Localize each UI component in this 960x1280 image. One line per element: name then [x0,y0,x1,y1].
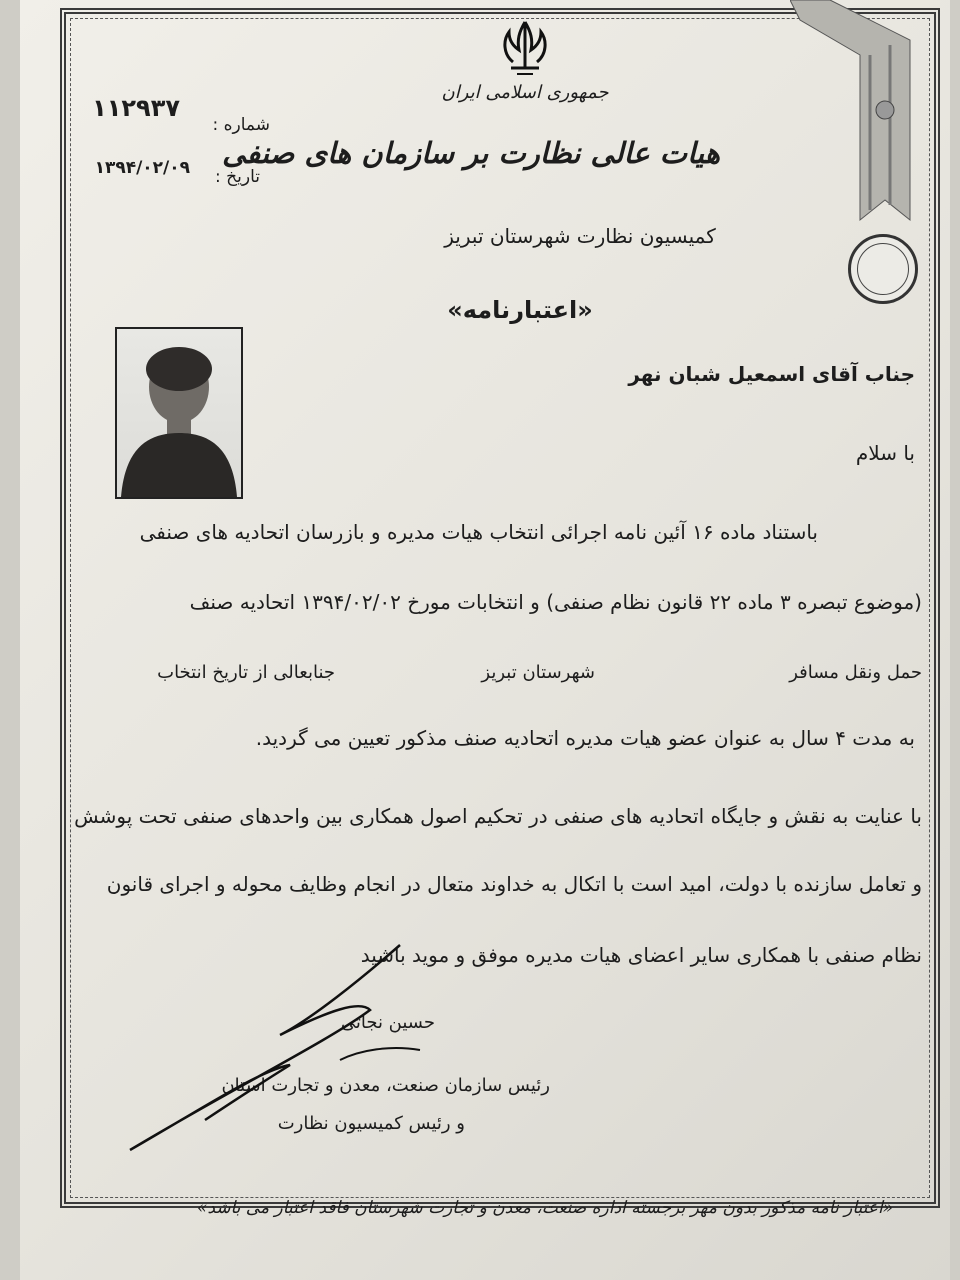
body-line-3-guild: حمل ونقل مسافر [789,662,922,683]
signer-name: حسین نجاتی [340,1012,435,1033]
signer-title-1: رئیس سازمان صنعت، معدن و تجارت استان [221,1075,550,1096]
board-title: هیات عالی نظارت بر سازمان های صنفی [222,136,720,170]
ribbon-icon [790,0,920,240]
portrait-photo [115,327,243,499]
body-line-4: به مدت ۴ سال به عنوان عضو هیات مدیره اتحادیه صنف مذکور تعیین می گردید. [255,726,915,750]
signer-title-2: و رئیس کمیسیون نظارت [277,1113,465,1134]
embossed-seal-icon [848,234,918,304]
number-value: ۱۱۲۹۳۷ [92,94,180,122]
date-value: ۱۳۹۴/۰۲/۰۹ [94,158,190,178]
portrait-silhouette-icon [117,329,241,497]
body-line-5: با عنایت به نقش و جایگاه اتحادیه های صنفی در تحکیم اصول همکاری بین واحدهای صنفی تحت پوشش [74,804,922,828]
body-line-7: نظام صنفی با همکاری سایر اعضای هیات مدیره موفق و موید باشید [360,943,922,967]
date-label: تاریخ : [215,167,260,187]
number-label: شماره : [212,115,270,135]
greeting-line: با سلام [855,441,915,465]
recipient-line: جناب آقای اسمعیل شبان نهر [628,362,915,386]
body-line-3-city: شهرستان تبریز [481,662,595,683]
body-line-3-end: جنابعالی از تاریخ انتخاب [157,662,335,683]
handwritten-signature-icon [110,940,450,1160]
body-line-2: (موضوع تبصره ۳ ماده ۲۲ قانون نظام صنفی) و انتخابات مورخ ۱۳۹۴/۰۲/۰۲ اتحادیه صنف [189,590,922,614]
credential-title: «اعتبارنامه» [447,296,593,324]
republic-title: جمهوری اسلامی ایران [441,82,609,103]
body-line-1: باستناد ماده ۱۶ آئین نامه اجرائی انتخاب هیات مدیره و بازرسان اتحادیه های صنفی [139,520,818,544]
body-line-6: و تعامل سازنده با دولت، امید است با اتکال به خداوند متعال در انجام وظایف محوله و اجرای قانون [106,872,922,896]
footer-note: «اعتبار نامه مذکور بدون مهر برجسته اداره صنعت، معدن و تجارت شهرستان فاقد اعتبار می باشد» [196,1198,894,1218]
seal-inner-ring [857,243,909,295]
iran-emblem-icon [495,18,555,80]
commission-title: کمیسیون نظارت شهرستان تبریز [444,224,716,248]
